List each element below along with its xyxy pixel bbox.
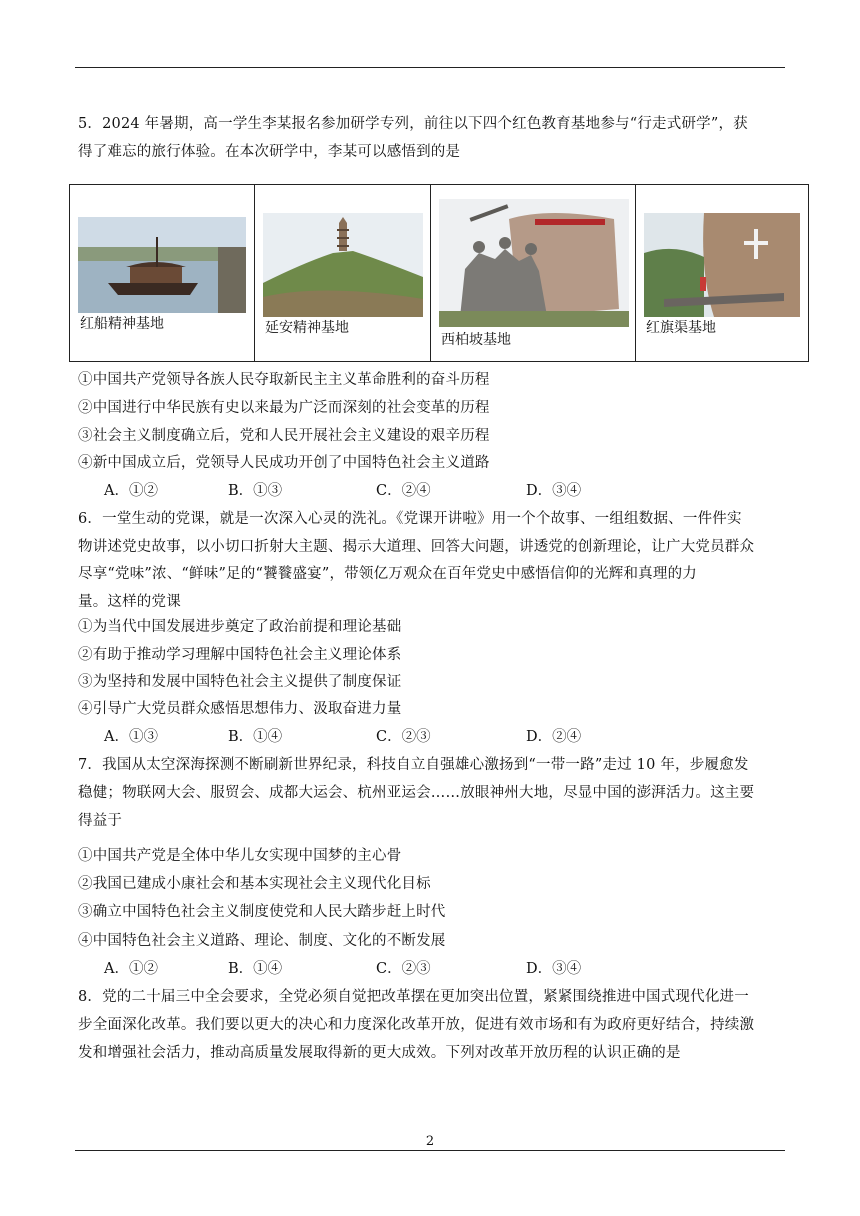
q6-option-d[interactable]: D．②④ <box>526 729 582 745</box>
q6-item-4: ④引导广大党员群众感悟思想伟力、汲取奋进力量 <box>78 701 402 717</box>
q8-line-1: 8．党的二十届三中全会要求，全党必须自觉把改革摆在更加突出位置，紧紧围绕推进中国式现代化进一 <box>78 989 749 1005</box>
q8-line-2: 步全面深化改革。我们要以更大的决心和力度深化改革开放，促进有效市场和有为政府更好结合，持续激 <box>78 1017 755 1033</box>
q5-line-2: 得了难忘的旅行体验。在本次研学中，李某可以感悟到的是 <box>78 144 461 160</box>
photo-cell-xibaipo <box>431 185 636 361</box>
photo-cell-hongqiqu <box>636 185 808 361</box>
red-base-photo-table <box>69 184 809 362</box>
q6-item-3: ③为坚持和发展中国特色社会主义提供了制度保证 <box>78 674 402 690</box>
red-boat-photo <box>78 217 246 313</box>
yanan-pagoda-photo <box>263 213 423 317</box>
q7-line-1: 7．我国从太空深海探测不断刷新世界纪录，科技自立自强雄心激扬到“一带一路”走过 10 年，步履愈发 <box>78 757 749 773</box>
q6-line-2: 物讲述党史故事，以小切口折射大主题、揭示大道理、回答大问题，讲透党的创新理论，让广大党员群众 <box>78 539 755 555</box>
q6-line-4: 量。这样的党课 <box>78 594 181 610</box>
caption-red-boat: 红船精神基地 <box>80 316 164 332</box>
q6-option-b[interactable]: B．①④ <box>228 729 283 745</box>
q6-option-c[interactable]: C．②③ <box>376 729 431 745</box>
q7-item-1: ①中国共产党是全体中华儿女实现中国梦的主心骨 <box>78 848 402 864</box>
q6-option-a[interactable]: A．①③ <box>104 729 158 745</box>
q6-item-1: ①为当代中国发展进步奠定了政治前提和理论基础 <box>78 619 402 635</box>
q7-option-c[interactable]: C．②③ <box>376 961 431 977</box>
q7-option-d[interactable]: D．③④ <box>526 961 582 977</box>
q7-item-4: ④中国特色社会主义道路、理论、制度、文化的不断发展 <box>78 933 446 949</box>
caption-xibaipo: 西柏坡基地 <box>441 332 511 348</box>
q5-option-b[interactable]: B．①③ <box>228 483 283 499</box>
caption-yanan: 延安精神基地 <box>265 320 349 336</box>
hongqiqu-cliff-photo <box>644 213 800 317</box>
q5-item-1: ①中国共产党领导各族人民夺取新民主主义革命胜利的奋斗历程 <box>78 372 490 388</box>
photo-cell-red-boat <box>70 185 255 361</box>
q6-line-1: 6．一堂生动的党课，就是一次深入心灵的洗礼。《党课开讲啦》用一个个故事、一组组数据、一件件实 <box>78 511 742 527</box>
header-rule <box>75 67 785 68</box>
q7-option-b[interactable]: B．①④ <box>228 961 283 977</box>
q7-line-2: 稳健；物联网大会、服贸会、成都大运会、杭州亚运会……放眼神州大地，尽显中国的澎湃活力。这主要 <box>78 785 755 801</box>
q5-item-2: ②中国进行中华民族有史以来最为广泛而深刻的社会变革的历程 <box>78 400 490 416</box>
q5-line-1: 5．2024 年暑期，高一学生李某报名参加研学专列，前往以下四个红色教育基地参与“行走式研学”，获 <box>78 116 748 132</box>
q6-item-2: ②有助于推动学习理解中国特色社会主义理论体系 <box>78 647 402 663</box>
q5-item-3: ③社会主义制度确立后，党和人民开展社会主义建设的艰辛历程 <box>78 428 490 444</box>
q7-item-2: ②我国已建成小康社会和基本实现社会主义现代化目标 <box>78 876 431 892</box>
xibaipo-statue-photo <box>439 199 629 327</box>
q7-item-3: ③确立中国特色社会主义制度使党和人民大踏步赶上时代 <box>78 904 446 920</box>
q8-line-3: 发和增强社会活力，推动高质量发展取得新的更大成效。下列对改革开放历程的认识正确的是 <box>78 1045 681 1061</box>
q7-option-a[interactable]: A．①② <box>104 961 158 977</box>
caption-hongqiqu: 红旗渠基地 <box>646 320 716 336</box>
photo-cell-yanan <box>255 185 431 361</box>
q5-option-a[interactable]: A．①② <box>104 483 158 499</box>
q7-line-3: 得益于 <box>78 813 123 829</box>
footer-rule <box>75 1150 785 1151</box>
q5-option-c[interactable]: C．②④ <box>376 483 431 499</box>
page-number: 2 <box>425 1134 435 1149</box>
q6-line-3: 尽享“党味”浓、“鲜味”足的“饕餮盛宴”，带领亿万观众在百年党史中感悟信仰的光辉和真理的力 <box>78 566 697 582</box>
q5-item-4: ④新中国成立后，党领导人民成功开创了中国特色社会主义道路 <box>78 455 490 471</box>
q5-option-d[interactable]: D．③④ <box>526 483 582 499</box>
